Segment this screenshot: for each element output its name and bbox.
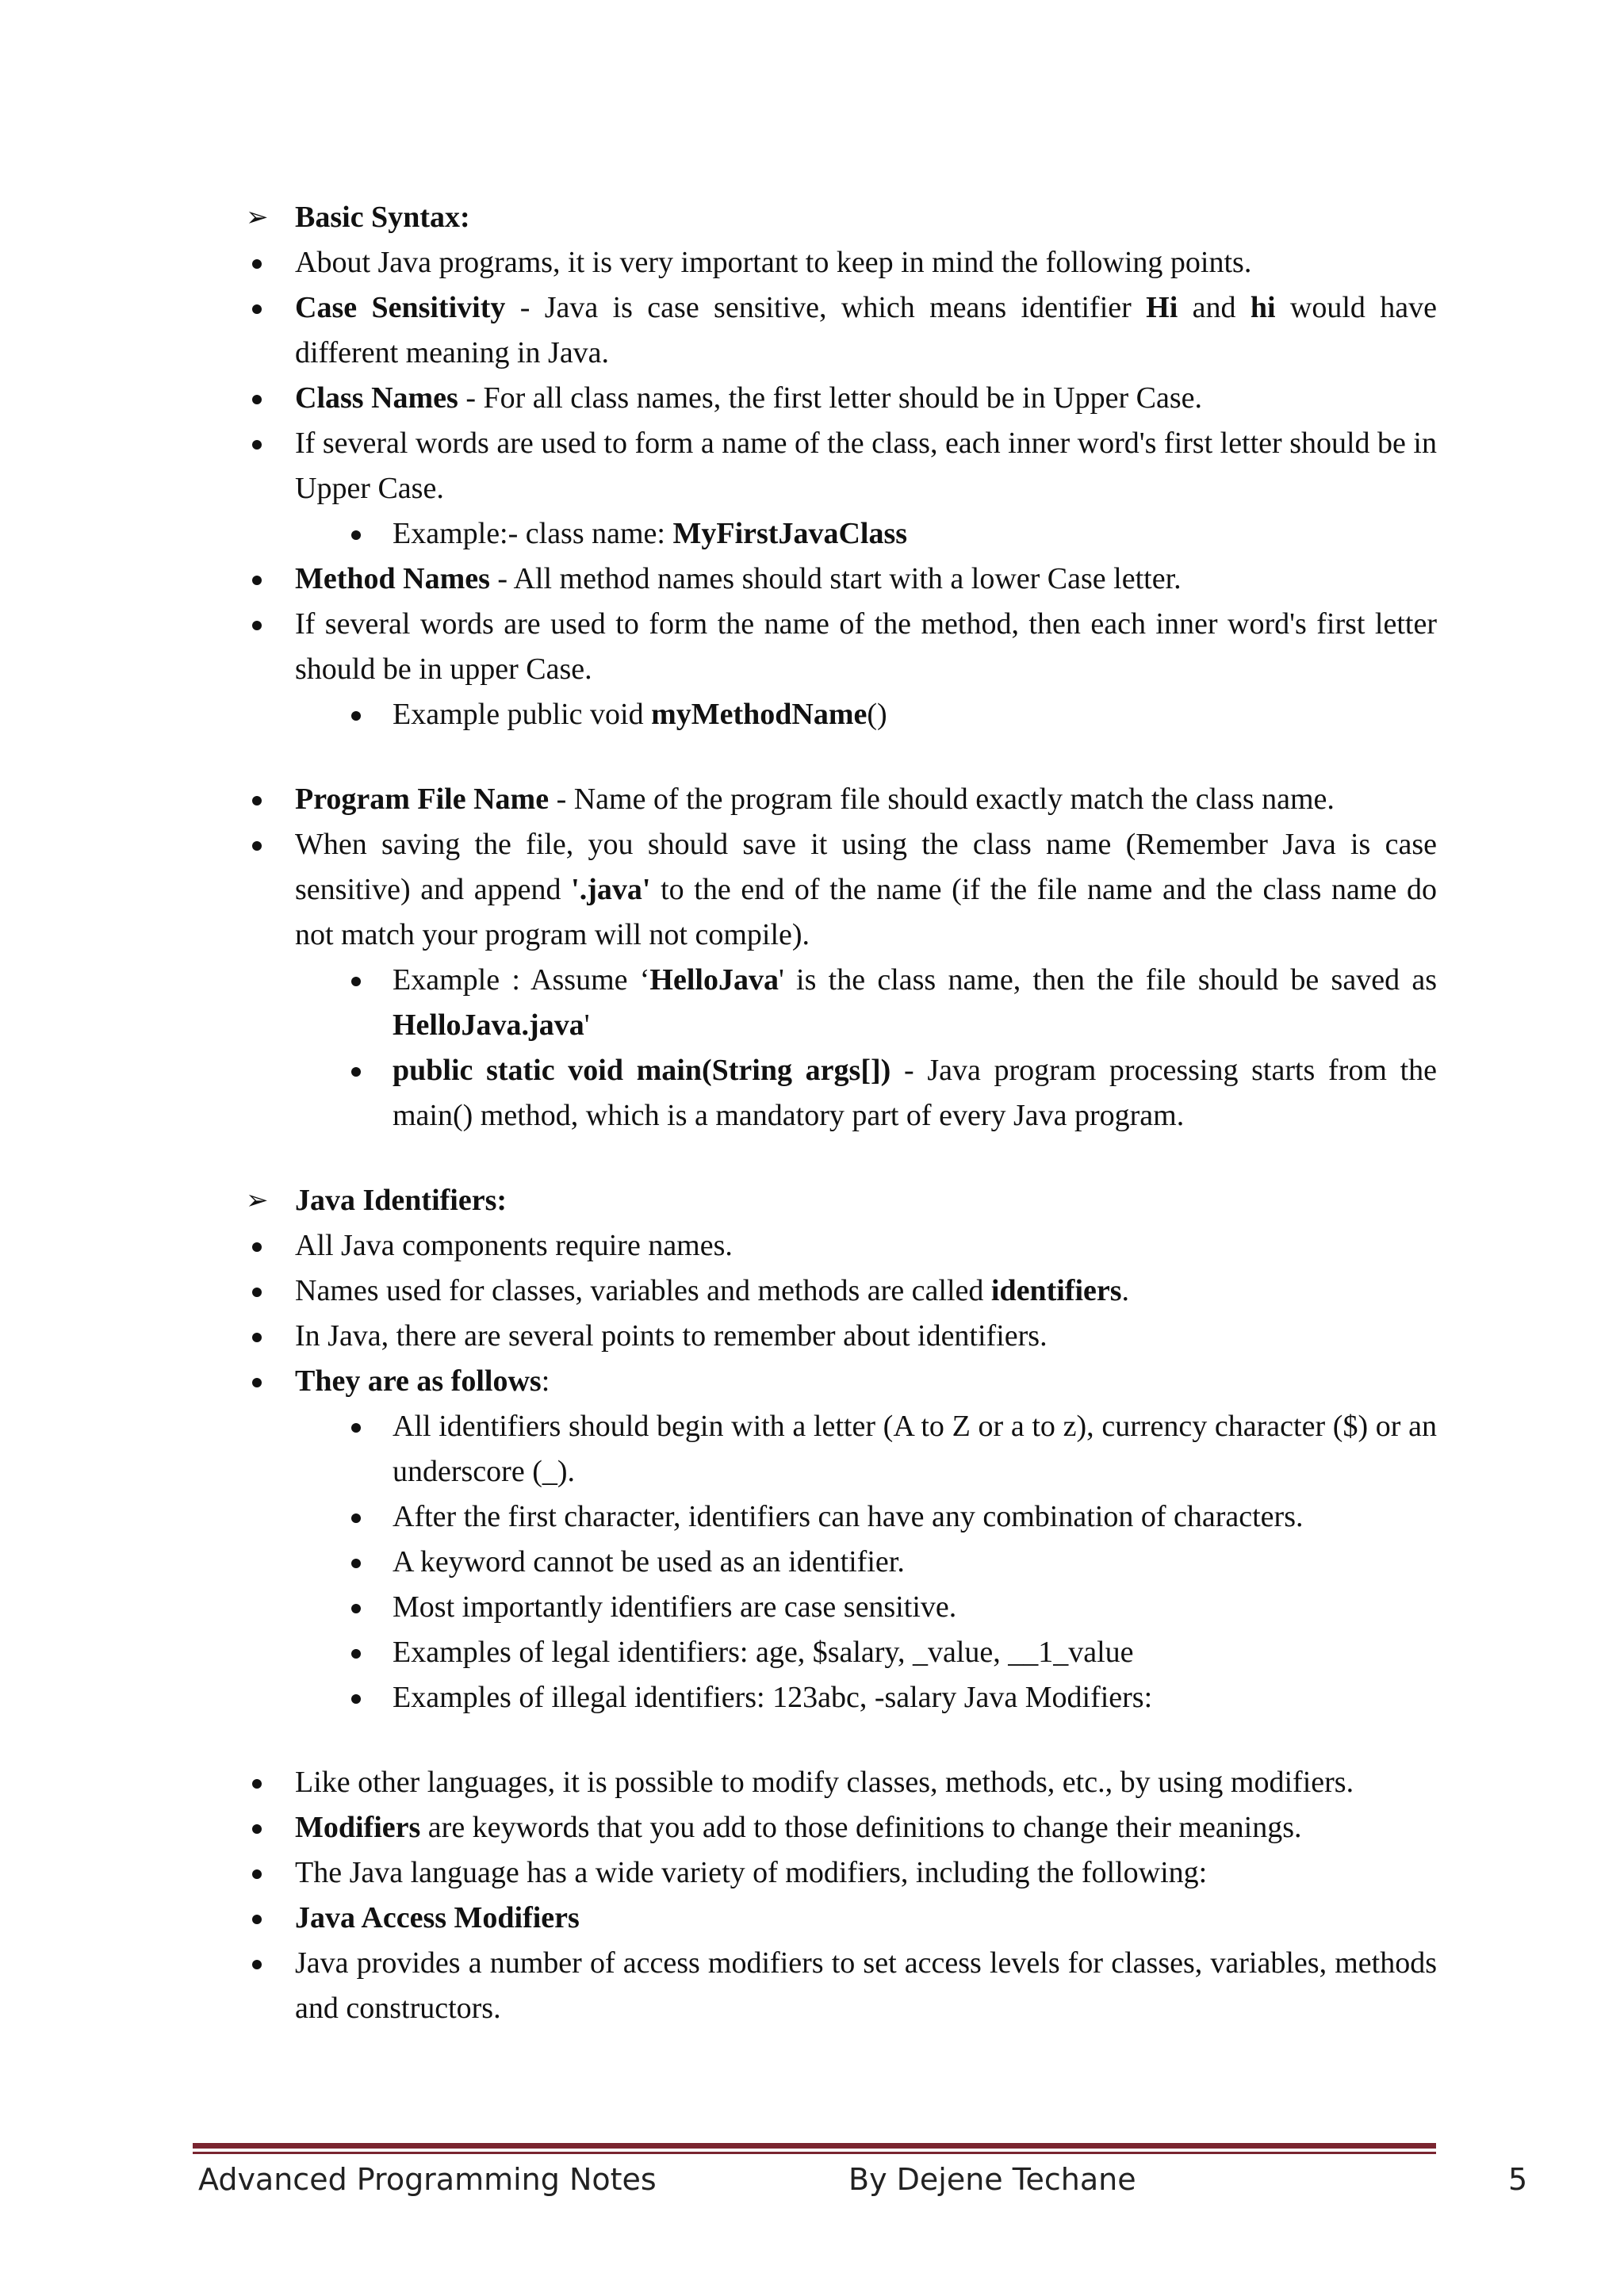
bullet-dot-icon bbox=[252, 621, 262, 630]
list-item bbox=[246, 285, 1437, 376]
bullet-dot-icon bbox=[252, 1378, 262, 1387]
list-item bbox=[246, 421, 1437, 511]
bullet-dot-icon bbox=[252, 440, 262, 450]
list-item bbox=[246, 557, 1437, 602]
text-run: A keyword cannot be used as an identifier. bbox=[393, 1545, 905, 1578]
text-run: are keywords that you add to those definitions to change their meanings. bbox=[420, 1811, 1302, 1844]
footer-rule-thin bbox=[193, 2152, 1436, 2154]
text-run: The Java language has a wide variety of modifiers, including the following: bbox=[295, 1856, 1208, 1889]
bold-text: hi bbox=[1250, 291, 1276, 324]
footer-author: By Dejene Techane bbox=[848, 2162, 1136, 2197]
bullet-dot-icon bbox=[351, 1649, 361, 1659]
bold-text: identifiers bbox=[990, 1274, 1122, 1307]
bullet-dot-icon bbox=[252, 304, 262, 314]
list-item bbox=[246, 777, 1437, 822]
text-run: Example:- class name: bbox=[393, 517, 673, 550]
bold-text: '.java' bbox=[571, 873, 651, 906]
list-item bbox=[246, 822, 1437, 958]
bullet-dot-icon bbox=[351, 711, 361, 721]
list-item bbox=[246, 1805, 1437, 1850]
paragraph-gap bbox=[246, 737, 1437, 777]
list-item bbox=[246, 1760, 1437, 1805]
text-run: When saving the file, you should save it using the class name (Remember Java is case sensitive) and append bbox=[295, 828, 1437, 906]
text-run: About Java programs, it is very important to keep in mind the following points. bbox=[295, 246, 1252, 279]
list-item bbox=[246, 1223, 1437, 1269]
bullet-dot-icon bbox=[252, 395, 262, 404]
text-run: would have different meaning in Java. bbox=[295, 291, 1438, 369]
bold-text: myMethodName bbox=[651, 698, 868, 731]
bold-text: Class Names bbox=[295, 381, 458, 415]
bullet-dot-icon bbox=[351, 1604, 361, 1613]
list-item bbox=[246, 1941, 1437, 2031]
text-run: After the first character, identifiers can have any combination of characters. bbox=[393, 1500, 1304, 1533]
bullet-dot-icon bbox=[252, 1779, 262, 1789]
bold-text: public static void main(String args[]) bbox=[393, 1054, 891, 1087]
list-item bbox=[246, 1314, 1437, 1359]
bullet-dot-icon bbox=[252, 1869, 262, 1879]
page-number: 5 bbox=[1508, 2162, 1528, 2197]
bold-text: Program File Name bbox=[295, 783, 550, 816]
list-item bbox=[246, 602, 1437, 692]
page-content bbox=[246, 195, 1437, 2031]
text-run: ' is the class name, then the file should be saved as bbox=[778, 963, 1437, 997]
bold-text: Case Sensitivity bbox=[295, 291, 506, 324]
sub-list-item bbox=[246, 692, 1437, 737]
bullet-dot-icon bbox=[351, 1559, 361, 1568]
bold-text: MyFirstJavaClass bbox=[672, 517, 908, 550]
text-run: In Java, there are several points to remember about identifiers. bbox=[295, 1319, 1048, 1353]
bold-text: Hi bbox=[1146, 291, 1178, 324]
text-run: If several words are used to form the name of the method, then each inner word's first letter should be in upper Case. bbox=[295, 607, 1437, 686]
bullet-dot-icon bbox=[351, 1694, 361, 1704]
list-item bbox=[246, 1850, 1437, 1896]
bullet-dot-icon bbox=[252, 1242, 262, 1252]
text-run: - For all class names, the first letter should be in Upper Case. bbox=[458, 381, 1202, 415]
text-run: ' bbox=[584, 1008, 590, 1042]
sub-list-item bbox=[246, 1585, 1437, 1630]
bullet-dot-icon bbox=[252, 1333, 262, 1342]
text-run: If several words are used to form a name of the class, each inner word's first letter should be in Upper Case. bbox=[295, 427, 1437, 505]
bullet-dot-icon bbox=[351, 530, 361, 540]
bullet-dot-icon bbox=[252, 1288, 262, 1297]
bullet-dot-icon bbox=[351, 1513, 361, 1523]
sub-list-item bbox=[246, 511, 1437, 557]
text-run: Example public void bbox=[393, 698, 652, 731]
text-run: and bbox=[1178, 291, 1251, 324]
text-run: Java provides a number of access modifiers to set access levels for classes, variables, methods and constructors. bbox=[295, 1946, 1437, 2025]
sub-list-item bbox=[246, 1048, 1437, 1138]
text-run: All identifiers should begin with a letter (A to Z or a to z), currency character ($) or an underscore (_). bbox=[393, 1410, 1437, 1488]
list-item bbox=[246, 376, 1437, 421]
bullet-dot-icon bbox=[252, 1824, 262, 1834]
text-run: - Java program processing starts from the main() method, which is a mandatory part of every Java program. bbox=[393, 1054, 1437, 1132]
bold-text: HelloJava bbox=[649, 963, 779, 997]
footer-title: Advanced Programming Notes bbox=[198, 2162, 657, 2197]
bullet-dot-icon bbox=[252, 1915, 262, 1924]
text-run: Examples of legal identifiers: age, $salary, _value, __1_value bbox=[393, 1636, 1134, 1669]
bullet-dot-icon bbox=[252, 259, 262, 269]
arrow-bullet-icon: ➢ bbox=[246, 1184, 269, 1216]
bullet-dot-icon bbox=[252, 796, 262, 806]
arrow-bullet-icon: ➢ bbox=[246, 201, 269, 233]
text-run: Examples of illegal identifiers: 123abc, -salary Java Modifiers: bbox=[393, 1681, 1153, 1714]
paragraph-gap bbox=[246, 1138, 1437, 1178]
list-item bbox=[246, 1896, 1437, 1941]
list-item bbox=[246, 1269, 1437, 1314]
text-run: Names used for classes, variables and methods are called bbox=[295, 1274, 991, 1307]
text-run: All Java components require names. bbox=[295, 1229, 733, 1262]
section-heading-text: Java Identifiers: bbox=[295, 1184, 508, 1217]
section-heading bbox=[246, 195, 1437, 240]
bold-text: Java Access Modifiers bbox=[295, 1901, 580, 1934]
bullet-dot-icon bbox=[351, 1423, 361, 1433]
bold-text: They are as follows bbox=[295, 1364, 542, 1398]
section-heading bbox=[246, 1178, 1437, 1223]
section-heading-text: Basic Syntax: bbox=[295, 201, 470, 234]
bold-text: Modifiers bbox=[295, 1811, 421, 1844]
text-run: : bbox=[541, 1364, 550, 1398]
bold-text: HelloJava.java bbox=[393, 1008, 584, 1042]
list-item bbox=[246, 240, 1437, 285]
bullet-dot-icon bbox=[252, 841, 262, 851]
text-run: - Java is case sensitive, which means identifier bbox=[505, 291, 1147, 324]
bullet-dot-icon bbox=[252, 576, 262, 585]
list-item bbox=[246, 1359, 1437, 1404]
text-run: Most importantly identifiers are case sensitive. bbox=[393, 1590, 957, 1624]
bullet-dot-icon bbox=[351, 977, 361, 986]
text-run: - Name of the program file should exactly match the class name. bbox=[549, 783, 1335, 816]
bullet-dot-icon bbox=[252, 1960, 262, 1969]
text-run: to the end of the name (if the file name and the class name do not match your program will not compile). bbox=[295, 873, 1437, 951]
sub-list-item bbox=[246, 1494, 1437, 1540]
text-run: - All method names should start with a lower Case letter. bbox=[489, 562, 1182, 595]
sub-list-item bbox=[246, 1540, 1437, 1585]
sub-list-item bbox=[246, 1675, 1437, 1720]
sub-list-item bbox=[246, 958, 1437, 1048]
text-run: () bbox=[867, 698, 887, 731]
sub-list-item bbox=[246, 1404, 1437, 1494]
paragraph-gap bbox=[246, 1720, 1437, 1760]
text-run: Example : Assume ‘ bbox=[393, 963, 650, 997]
footer-rule bbox=[193, 2143, 1436, 2149]
text-run: Like other languages, it is possible to modify classes, methods, etc., by using modifiers. bbox=[295, 1766, 1354, 1799]
sub-list-item bbox=[246, 1630, 1437, 1675]
bold-text: Method Names bbox=[295, 562, 490, 595]
bullet-dot-icon bbox=[351, 1067, 361, 1077]
text-run: . bbox=[1121, 1274, 1130, 1307]
